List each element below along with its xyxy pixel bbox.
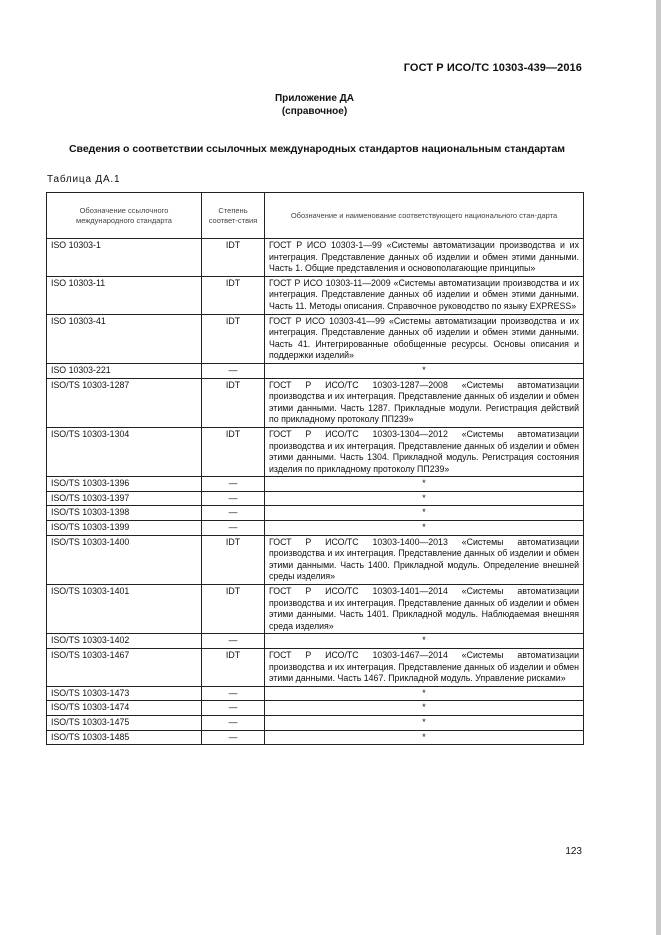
- table-caption: Таблица ДА.1: [47, 174, 121, 185]
- annex-subtitle: (справочное): [281, 106, 348, 117]
- table-body: [47, 239, 584, 745]
- cell-degree: —: [202, 634, 265, 649]
- cell-international-code: ISO/TS 10303-1304: [47, 427, 202, 476]
- table-row: [47, 477, 584, 492]
- cell-national-standard: *: [265, 715, 584, 730]
- page-number: 123: [565, 846, 582, 857]
- cell-national-standard: ГОСТ Р ИСО 10303-11—2009 «Системы автоматизации производства и их интеграция. Представление данных об изделии и обмен этими данными. Часть 11. Методы описания. Справочное руководство по языку EXPRESS»: [265, 276, 584, 314]
- cell-national-standard: ГОСТ Р ИСО 10303-1—99 «Системы автоматизации производства и их интеграция. Представление данных об изделии и обмен этими данными. Часть 1. Общие представления и основополагающие принципы»: [265, 239, 584, 277]
- cell-international-code: ISO 10303-1: [47, 239, 202, 277]
- cell-international-code: ISO 10303-41: [47, 314, 202, 363]
- table-row: [47, 634, 584, 649]
- table-row: [47, 239, 584, 277]
- header-code: Обозначение ссылочного международного стандарта: [47, 193, 202, 239]
- table-row: [47, 506, 584, 521]
- cell-international-code: ISO/TS 10303-1474: [47, 701, 202, 716]
- table-row: [47, 427, 584, 476]
- annex-title: Приложение ДА: [274, 93, 355, 104]
- header-degree: Степень соответ-ствия: [202, 193, 265, 239]
- table-row: [47, 730, 584, 745]
- cell-international-code: ISO/TS 10303-1397: [47, 491, 202, 506]
- cell-degree: —: [202, 730, 265, 745]
- cell-national-standard: *: [265, 521, 584, 536]
- cell-national-standard: *: [265, 701, 584, 716]
- table-row: [47, 649, 584, 687]
- table-row: [47, 585, 584, 634]
- cell-international-code: ISO/TS 10303-1467: [47, 649, 202, 687]
- cell-international-code: ISO 10303-11: [47, 276, 202, 314]
- cell-international-code: ISO/TS 10303-1473: [47, 686, 202, 701]
- cell-degree: IDT: [202, 535, 265, 584]
- cell-degree: —: [202, 701, 265, 716]
- cell-national-standard: *: [265, 363, 584, 378]
- cell-degree: —: [202, 506, 265, 521]
- cell-international-code: ISO/TS 10303-1399: [47, 521, 202, 536]
- page-edge: [656, 0, 661, 935]
- cell-international-code: ISO/TS 10303-1400: [47, 535, 202, 584]
- table-row: [47, 491, 584, 506]
- correspondence-table: [46, 192, 584, 745]
- document-code: ГОСТ Р ИСО/ТС 10303-439—2016: [403, 62, 582, 74]
- annex-heading: [0, 92, 629, 118]
- cell-national-standard: ГОСТ Р ИСО/ТС 10303-1400—2013 «Системы автоматизации производства и их интеграция. Представление данных об изделии и обмен этими данными. Часть 1400. Прикладной модуль. Определение внешней среды изделия»: [265, 535, 584, 584]
- table-row: [47, 378, 584, 427]
- section-title: Сведения о соответствии ссылочных международных стандартов национальным стандартам: [68, 143, 566, 155]
- table-row: [47, 314, 584, 363]
- cell-national-standard: ГОСТ Р ИСО/ТС 10303-1287—2008 «Системы автоматизации производства и их интеграция. Представление данных об изделии и обмен этими данными. Часть 1287. Прикладные модули. Регистрация действий по прикладному протоколу ПП239»: [265, 378, 584, 427]
- cell-degree: IDT: [202, 378, 265, 427]
- table-row: [47, 276, 584, 314]
- cell-international-code: ISO/TS 10303-1398: [47, 506, 202, 521]
- table-row: [47, 521, 584, 536]
- cell-national-standard: *: [265, 634, 584, 649]
- cell-international-code: ISO/TS 10303-1401: [47, 585, 202, 634]
- cell-national-standard: ГОСТ Р ИСО/ТС 10303-1467—2014 «Системы автоматизации производства и их интеграция. Представление данных об изделии и обмен этими данными. Часть 1467. Прикладной модуль. Управление рисками»: [265, 649, 584, 687]
- cell-degree: —: [202, 363, 265, 378]
- header-national: Обозначение и наименование соответствующего национального стан-дарта: [265, 193, 584, 239]
- cell-degree: IDT: [202, 239, 265, 277]
- cell-degree: —: [202, 477, 265, 492]
- cell-national-standard: ГОСТ Р ИСО/ТС 10303-1401—2014 «Системы автоматизации производства и их интеграция. Представление данных об изделии и обмен этими данными. Часть 1401. Прикладной модуль. Наблюдаемая внешняя среда изделия»: [265, 585, 584, 634]
- cell-degree: IDT: [202, 585, 265, 634]
- table-row: [47, 686, 584, 701]
- cell-degree: —: [202, 686, 265, 701]
- cell-international-code: ISO/TS 10303-1475: [47, 715, 202, 730]
- cell-degree: —: [202, 491, 265, 506]
- cell-degree: —: [202, 715, 265, 730]
- cell-national-standard: *: [265, 506, 584, 521]
- cell-national-standard: *: [265, 491, 584, 506]
- cell-national-standard: *: [265, 730, 584, 745]
- cell-degree: —: [202, 521, 265, 536]
- cell-national-standard: *: [265, 477, 584, 492]
- cell-degree: IDT: [202, 649, 265, 687]
- cell-international-code: ISO/TS 10303-1396: [47, 477, 202, 492]
- cell-degree: IDT: [202, 276, 265, 314]
- table-row: [47, 363, 584, 378]
- cell-degree: IDT: [202, 314, 265, 363]
- cell-international-code: ISO 10303-221: [47, 363, 202, 378]
- table-row: [47, 701, 584, 716]
- cell-national-standard: *: [265, 686, 584, 701]
- table-row: [47, 715, 584, 730]
- cell-international-code: ISO/TS 10303-1287: [47, 378, 202, 427]
- cell-degree: IDT: [202, 427, 265, 476]
- table-row: [47, 535, 584, 584]
- cell-international-code: ISO/TS 10303-1485: [47, 730, 202, 745]
- table-header-row: [47, 193, 584, 239]
- cell-national-standard: ГОСТ Р ИСО/ТС 10303-1304—2012 «Системы автоматизации производства и их интеграция. Представление данных об изделии и обмен этими данными. Часть 1304. Прикладной модуль. Регистрация состояния изделия по прикладному протоколу ПП239»: [265, 427, 584, 476]
- cell-international-code: ISO/TS 10303-1402: [47, 634, 202, 649]
- cell-national-standard: ГОСТ Р ИСО 10303-41—99 «Системы автоматизации производства и их интеграция. Представление данных об изделии и обмен этими данными. Часть 41. Интегрированные обобщенные ресурсы. Основы описания и поддержки изделий»: [265, 314, 584, 363]
